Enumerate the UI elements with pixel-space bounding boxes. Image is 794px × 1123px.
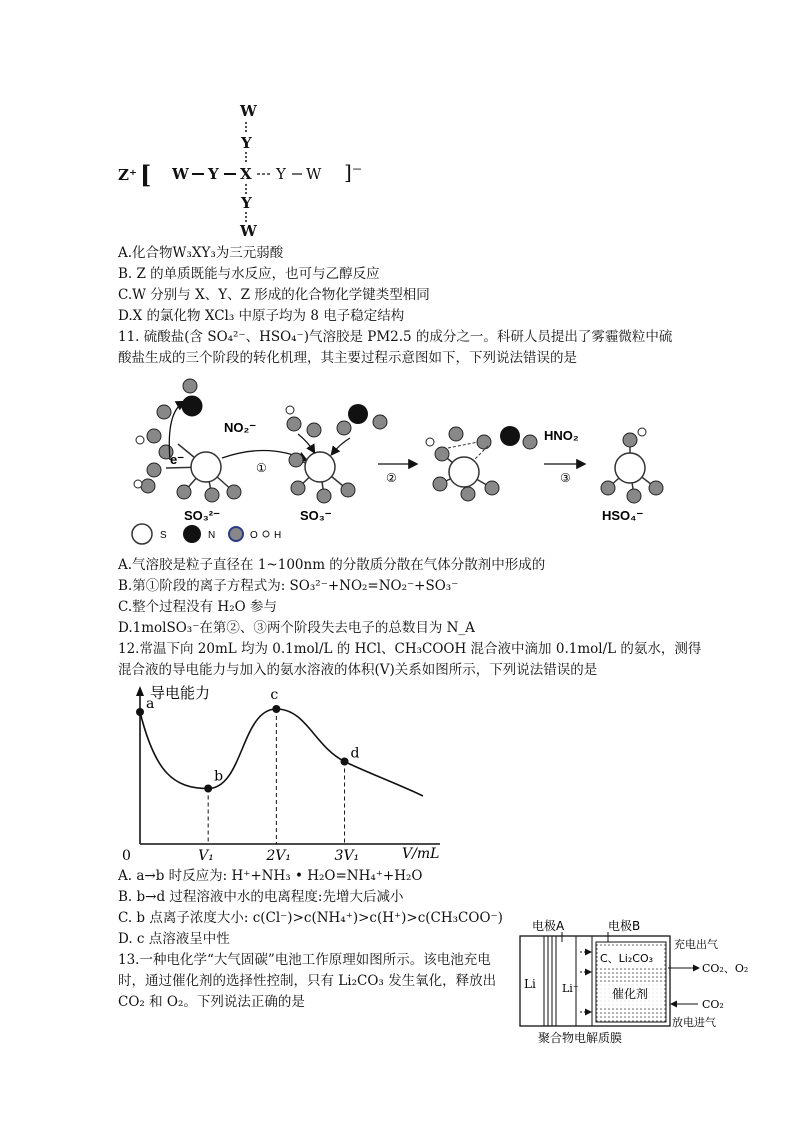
structure-center-x: X	[240, 165, 252, 183]
discharge-in-gas: CO₂	[702, 998, 724, 1011]
point-a	[136, 708, 144, 716]
chart-axes	[136, 686, 440, 844]
hso4-label: HSO₄⁻	[602, 508, 644, 523]
q11-stem-line1: 11. 硫酸盐(含 SO₄²⁻、HSO₄⁻)气溶胶是 PM2.5 的成分之一。科研人员提出了雾霾微粒中硫	[118, 329, 673, 345]
structure-bonds	[116, 102, 376, 242]
chart-xlabel: V/mL	[402, 846, 440, 862]
li-ion-label: Li⁺	[562, 982, 579, 995]
q12-option-d: D. c 点溶液呈中性	[118, 931, 230, 947]
legend-n: N	[208, 530, 216, 541]
point-label-c: c	[270, 687, 279, 703]
legend	[132, 524, 281, 544]
battery-diagram	[516, 912, 766, 1048]
q11-option-c: C.整个过程没有 H₂O 参与	[118, 599, 277, 615]
chart-ylabel: 导电能力	[150, 684, 211, 702]
structure-left-w: W	[172, 165, 189, 183]
so3-2-label: SO₃²⁻	[184, 508, 220, 523]
structure-bracket-close: ]⁻	[344, 160, 363, 184]
electrode-a-label: 电极A	[532, 919, 565, 933]
point-label-a: a	[146, 696, 155, 712]
step2-label: ②	[386, 471, 397, 485]
structure-left-y: Y	[208, 165, 219, 183]
so3-2-molecule	[134, 429, 241, 502]
point-b	[204, 785, 212, 793]
point-d	[341, 758, 349, 766]
catalyst-label: 催化剂	[612, 987, 649, 1001]
structure-top-w: W	[240, 102, 257, 120]
q11-stem-line2: 酸盐生成的三个阶段的转化机理，其主要过程示意图如下，下列说法错误的是	[118, 350, 577, 366]
legend-h: H	[274, 530, 282, 541]
q10-option-d: D.X 的氯化物 XCl₃ 中原子均为 8 电子稳定结构	[118, 308, 405, 324]
discharge-in-label: 放电进气	[672, 1016, 716, 1029]
so3-radical-molecule	[286, 404, 387, 503]
x-tick-3: 3V₁	[334, 848, 360, 864]
charge-out-label: 充电出气	[674, 938, 718, 951]
hso4-molecule	[601, 428, 663, 503]
q12-option-a: A. a→b 时反应为: H⁺+NH₃ • H₂O=NH₄⁺+H₂O	[118, 868, 423, 884]
q10-option-c: C.W 分别与 X、Y、Z 形成的化合物化学键类型相同	[118, 287, 430, 303]
electron-label: e⁻	[170, 452, 185, 467]
structure-bottom-w: W	[240, 222, 257, 240]
q12-stem-line2: 混合液的导电能力与加入的氨水溶液的体积(V)关系如图所示，下列说法错误的是	[118, 662, 598, 678]
intermediate-molecule	[426, 426, 537, 501]
membrane-label: 聚合物电解质膜	[538, 1031, 623, 1045]
electrode-b-label: 电极B	[608, 919, 641, 933]
q10-option-a: A.化合物W₃XY₃为三元弱酸	[118, 245, 284, 261]
no2-minus-label: NO₂⁻	[224, 420, 257, 435]
point-c	[272, 705, 280, 713]
cathode-material-label: C、Li₂CO₃	[600, 952, 654, 965]
charge-out-gas: CO₂、O₂	[702, 962, 749, 975]
step3-label: ③	[560, 471, 571, 485]
x-tick-1: V₁	[198, 848, 214, 864]
x-tick-0: 0	[122, 848, 131, 864]
q13-stem-line3: CO₂ 和 O₂。下列说法正确的是	[118, 994, 305, 1010]
legend-o: O	[250, 530, 258, 541]
point-label-b: b	[214, 768, 224, 785]
structure-bracket-open: [	[140, 160, 152, 189]
so3-minus-label: SO₃⁻	[300, 508, 332, 523]
y-axis-arrow	[136, 686, 144, 696]
q11-option-a: A.气溶胶是粒子直径在 1~100nm 的分散质分散在气体分散剂中形成的	[118, 557, 546, 573]
structure-top-y: Y	[241, 134, 252, 152]
structure-cation: Z⁺	[118, 166, 137, 184]
x-tick-2: 2V₁	[266, 848, 292, 864]
q13-stem-line2: 时，通过催化剂的选择性控制，只有 Li₂CO₃ 发生氧化，释放出	[118, 973, 497, 989]
li-left-label: Li	[524, 977, 536, 991]
conductivity-curve	[140, 709, 423, 796]
structure-right-w: W	[306, 165, 322, 183]
q12-option-c: C. b 点离子浓度大小: c(Cl⁻)>c(NH₄⁺)>c(H⁺)>c(CH₃COO⁻)	[118, 910, 503, 926]
point-label-d: d	[350, 745, 360, 762]
structure-right-y: Y	[276, 165, 286, 183]
q11-option-b: B.第①阶段的离子方程式为: SO₃²⁻+NO₂=NO₂⁻+SO₃⁻	[118, 578, 459, 594]
sulfate-mechanism-diagram	[118, 372, 678, 550]
hno2-label: HNO₂	[544, 428, 579, 443]
legend-s: S	[160, 530, 167, 541]
q13-stem-line1: 13.一种电化学“大气固碳”电池工作原理如图所示。该电池充电	[118, 952, 491, 968]
q12-option-b: B. b→d 过程溶液中水的电离程度:先增大后减小	[118, 889, 404, 905]
q10-option-b: B. Z 的单质既能与水反应，也可与乙醇反应	[118, 266, 380, 282]
conductivity-chart	[120, 682, 450, 864]
structure-bottom-y: Y	[241, 194, 252, 212]
structure-diagram	[116, 102, 376, 242]
step1-label: ①	[256, 461, 267, 475]
q11-option-d: D.1molSO₃⁻在第②、③两个阶段失去电子的总数目为 N_A	[118, 620, 475, 636]
q12-stem-line1: 12.常温下向 20mL 均为 0.1mol/L 的 HCl、CH₃COOH 混合液中滴加 0.1mol/L 的氨水，测得	[118, 641, 702, 657]
